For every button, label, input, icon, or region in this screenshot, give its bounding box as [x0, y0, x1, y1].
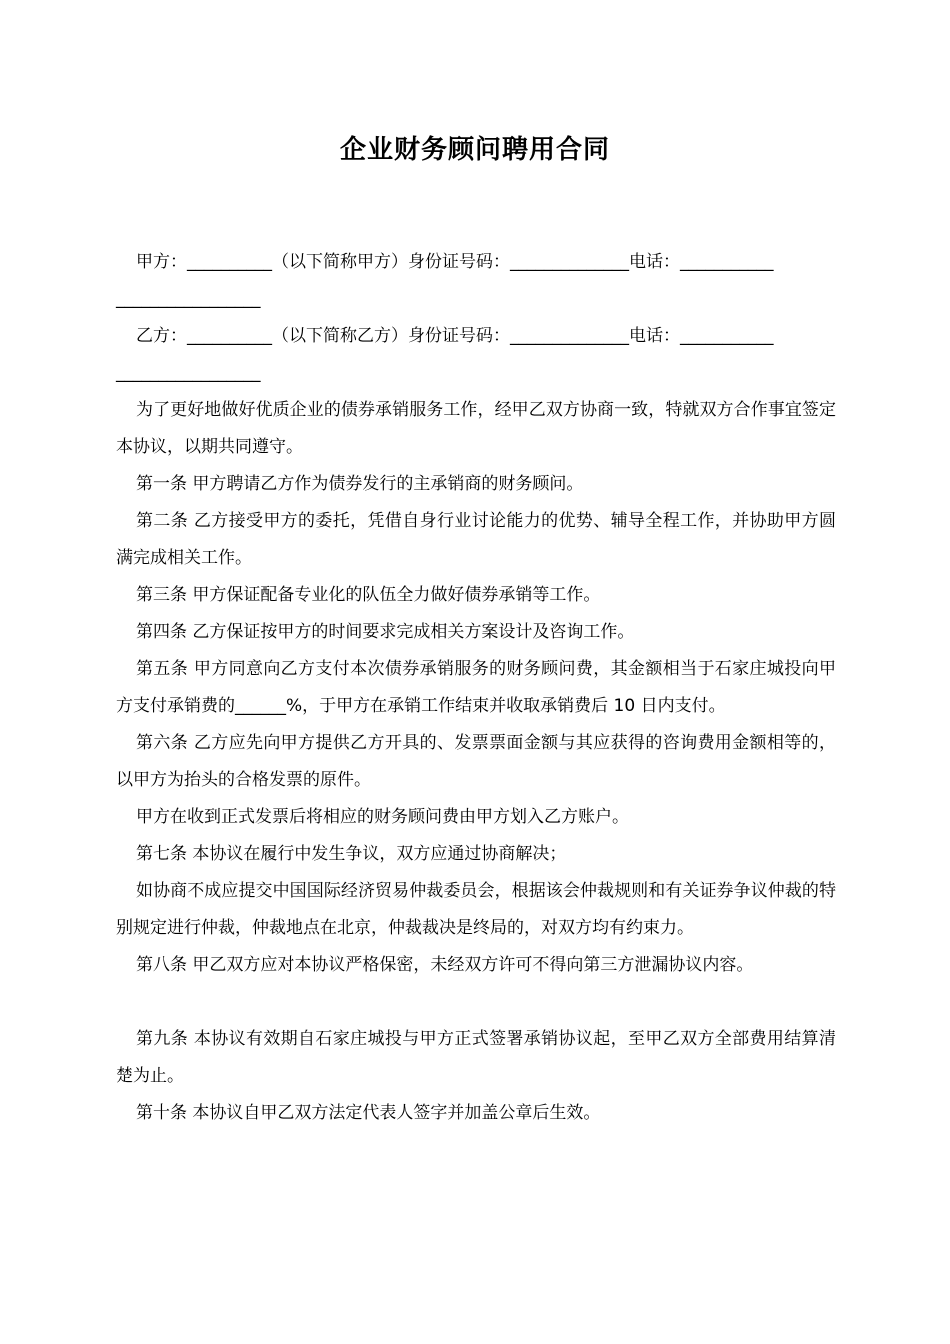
article-5: 第五条 甲方同意向乙方支付本次债券承销服务的财务顾问费，其金额相当于石家庄城投向甲方支付承销费的______%，于甲方在承销工作结束并收取承销费后 10 日内支付。 — [116, 659, 836, 716]
article-10: 第十条 本协议自甲乙双方法定代表人签字并加盖公章后生效。 — [136, 1103, 601, 1123]
article-7: 第七条 本协议在履行中发生争议，双方应通过协商解决； — [136, 844, 567, 864]
document-body — [116, 244, 836, 1132]
article-7-arbitration: 如协商不成应提交中国国际经济贸易仲裁委员会，根据该会仲裁规则和有关证券争议仲裁的特别规定进行仲裁，仲裁地点在北京，仲裁裁决是终局的，对双方均有约束力。 — [116, 881, 836, 938]
party-b-block — [116, 318, 836, 392]
article-8: 第八条 甲乙双方应对本协议严格保密，未经双方许可不得向第三方泄漏协议内容。 — [136, 955, 754, 975]
party-a-block — [116, 244, 836, 318]
article-6: 第六条 乙方应先向甲方提供乙方开具的、发票票面金额与其应获得的咨询费用金额相等的，以甲方为抬头的合格发票的原件。 — [116, 733, 836, 790]
paragraph-gap — [116, 984, 836, 1021]
article-6-invoice-transfer: 甲方在收到正式发票后将相应的财务顾问费由甲方划入乙方账户。 — [136, 807, 629, 827]
article-9: 第九条 本协议有效期自石家庄城投与甲方正式签署承销协议起，至甲乙双方全部费用结算清楚为止。 — [116, 1029, 836, 1086]
article-4: 第四条 乙方保证按甲方的时间要求完成相关方案设计及咨询工作。 — [136, 622, 635, 642]
party-a-line: 甲方：__________（以下简称甲方）身份证号码：______________电话：___________ — [136, 252, 774, 272]
preamble-paragraph: 为了更好地做好优质企业的债券承销服务工作，经甲乙双方协商一致，特就双方合作事宜签定本协议，以期共同遵守。 — [116, 400, 836, 457]
article-1: 第一条 甲方聘请乙方作为债券发行的主承销商的财务顾问。 — [136, 474, 584, 494]
party-a-line-continued: _________________ — [116, 289, 261, 309]
article-3: 第三条 甲方保证配备专业化的队伍全力做好债券承销等工作。 — [136, 585, 601, 605]
article-2: 第二条 乙方接受甲方的委托，凭借自身行业讨论能力的优势、辅导全程工作，并协助甲方圆满完成相关工作。 — [116, 511, 836, 568]
document-title: 企业财务顾问聘用合同 — [339, 135, 610, 165]
party-b-line: 乙方：__________（以下简称乙方）身份证号码：______________电话：___________ — [136, 326, 774, 346]
party-b-line-continued: _________________ — [116, 363, 261, 383]
